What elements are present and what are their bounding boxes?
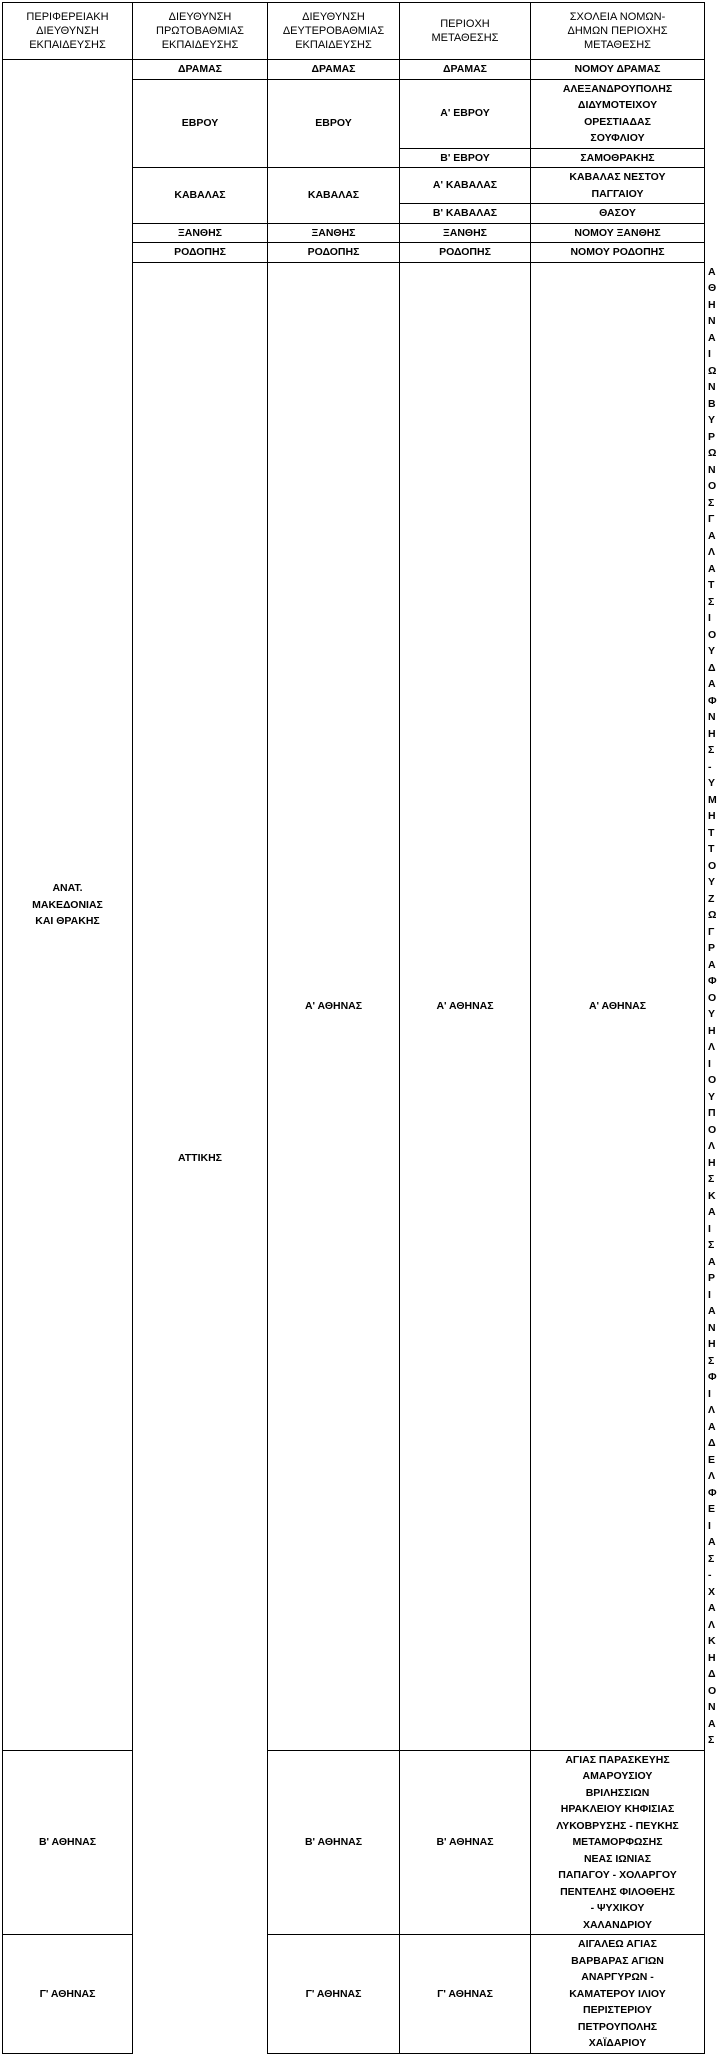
primary-c-athinas: Γ' ΑΘΗΝΑΣ: [3, 1935, 133, 2054]
schools-b-athinas: ΑΓΙΑΣ ΠΑΡΑΣΚΕΥΗΣ ΑΜΑΡΟΥΣΙΟΥ ΒΡΙΛΗΣΣΙΩΝ ΗΡΑΚΛΕΙΟΥ ΚΗΦΙΣΙΑΣ ΛΥΚΟΒΡΥΣΗΣ - ΠΕΥΚΗΣ ΜΕΤΑΜΟΡΦΩΣΗΣ ΝΕΑΣ ΙΩΝΙΑΣ ΠΑΠΑΓΟΥ - ΧΟΛΑΡΓΟΥ ΠΕΝΤΕΛΗΣ ΦΙΛΟΘΕΗΣ - ΨΥΧΙΚΟΥ ΧΑΛΑΝΔΡΙΟΥ: [531, 1750, 705, 1935]
table-row-a-athinas: ΑΤΤΙΚΗΣ Α' ΑΘΗΝΑΣ Α' ΑΘΗΝΑΣ Α' ΑΘΗΝΑΣ ΑΘΗΝΑΙΩΝ ΒΥΡΩΝΟΣ ΓΑΛΑΤΣΙΟΥ ΔΑΦΝΗΣ- ΥΜΗΤΤΟΥ ΖΩΓΡΑΦΟΥ ΗΛΙΟΥΠΟΛΗΣ ΚΑΙΣΑΡΙΑΝΗΣ ΦΙΛΑΔΕΛΦΕΙΑΣ - ΧΑΛΚΗΔΟΝΑΣ: [3, 262, 705, 1750]
primary-dramas: ΔΡΑΜΑΣ: [133, 60, 268, 80]
table-row-b-athinas: [3, 1750, 705, 1935]
primary-b-athinas: Β' ΑΘΗΝΑΣ: [3, 1750, 133, 1935]
area-a-kavalas: Α' ΚΑΒΑΛΑΣ: [400, 168, 531, 204]
area-a-athinas: Α' ΑΘΗΝΑΣ: [531, 262, 705, 1750]
header-primary-directorate: ΔΙΕΥΘΥΝΣΗ ΠΡΩΤΟΒΑΘΜΙΑΣ ΕΚΠΑΙΔΕΥΣΗΣ: [133, 3, 268, 60]
area-b-evrou: Β' ΕΒΡΟΥ: [400, 148, 531, 168]
primary-kavalas: ΚΑΒΑΛΑΣ: [133, 168, 268, 224]
header-row: [3, 3, 705, 60]
area-b-athinas: Β' ΑΘΗΝΑΣ: [400, 1750, 531, 1935]
primary-evrou: ΕΒΡΟΥ: [133, 79, 268, 168]
transfer-areas-table: [2, 2, 717, 2054]
header-schools: ΣΧΟΛΕΙΑ ΝΟΜΩΝ- ΔΗΜΩΝ ΠΕΡΙΟΧΗΣ ΜΕΤΑΘΕΣΗΣ: [531, 3, 705, 60]
secondary-rodopis: ΡΟΔΟΠΗΣ: [268, 243, 400, 263]
area-c-athinas: Γ' ΑΘΗΝΑΣ: [400, 1935, 531, 2054]
secondary-xanthis: ΞΑΝΘΗΣ: [268, 223, 400, 243]
secondary-dramas: ΔΡΑΜΑΣ: [268, 60, 400, 80]
schools-xanthis: ΝΟΜΟΥ ΞΑΝΘΗΣ: [531, 223, 705, 243]
secondary-evrou: ΕΒΡΟΥ: [268, 79, 400, 168]
table-row-c-athinas: [3, 1935, 705, 2054]
area-b-kavalas: Β' ΚΑΒΑΛΑΣ: [400, 204, 531, 224]
area-xanthis: ΞΑΝΘΗΣ: [400, 223, 531, 243]
area-dramas: ΔΡΑΜΑΣ: [400, 60, 531, 80]
secondary-c-athinas: Γ' ΑΘΗΝΑΣ: [268, 1935, 400, 2054]
region-east-macedonia-thrace: ΑΝΑΤ. ΜΑΚΕΔΟΝΙΑΣ ΚΑΙ ΘΡΑΚΗΣ: [3, 60, 133, 1751]
header-secondary-directorate: ΔΙΕΥΘΥΝΣΗ ΔΕΥΤΕΡΟΒΑΘΜΙΑΣ ΕΚΠΑΙΔΕΥΣΗΣ: [268, 3, 400, 60]
area-rodopis: ΡΟΔΟΠΗΣ: [400, 243, 531, 263]
secondary-kavalas: ΚΑΒΑΛΑΣ: [268, 168, 400, 224]
schools-c-athinas: ΑΙΓΑΛΕΩ ΑΓΙΑΣ ΒΑΡΒΑΡΑΣ ΑΓΙΩΝ ΑΝΑΡΓΥΡΩΝ - ΚΑΜΑΤΕΡΟΥ ΙΛΙΟΥ ΠΕΡΙΣΤΕΡΙΟΥ ΠΕΤΡΟΥΠΟΛΗΣ ΧΑΪΔΑΡΙΟΥ: [531, 1935, 705, 2054]
region-attiki: ΑΤΤΙΚΗΣ: [133, 262, 268, 2053]
schools-rodopis: ΝΟΜΟΥ ΡΟΔΟΠΗΣ: [531, 243, 705, 263]
header-regional-directorate: ΠΕΡΙΦΕΡΕΙΑΚΗ ΔΙΕΥΘΥΝΣΗ ΕΚΠΑΙΔΕΥΣΗΣ: [3, 3, 133, 60]
primary-rodopis: ΡΟΔΟΠΗΣ: [133, 243, 268, 263]
schools-a-evrou: ΑΛΕΞΑΝΔΡΟΥΠΟΛΗΣ ΔΙΔΥΜΟΤΕΙΧΟΥ ΟΡΕΣΤΙΑΔΑΣ ΣΟΥΦΛΙΟΥ: [531, 79, 705, 148]
schools-b-evrou: ΣΑΜΟΘΡΑΚΗΣ: [531, 148, 705, 168]
secondary-b-athinas: Β' ΑΘΗΝΑΣ: [268, 1750, 400, 1935]
secondary-a-athinas: Α' ΑΘΗΝΑΣ: [400, 262, 531, 1750]
header-transfer-area: ΠΕΡΙΟΧΗ ΜΕΤΑΘΕΣΗΣ: [400, 3, 531, 60]
area-a-evrou: Α' ΕΒΡΟΥ: [400, 79, 531, 148]
primary-a-athinas: Α' ΑΘΗΝΑΣ: [268, 262, 400, 1750]
schools-dramas: ΝΟΜΟΥ ΔΡΑΜΑΣ: [531, 60, 705, 80]
schools-a-kavalas: ΚΑΒΑΛΑΣ ΝΕΣΤΟΥ ΠΑΓΓΑΙΟΥ: [531, 168, 705, 204]
schools-b-kavalas: ΘΑΣΟΥ: [531, 204, 705, 224]
primary-xanthis: ΞΑΝΘΗΣ: [133, 223, 268, 243]
table-row-dramas: [3, 60, 705, 80]
